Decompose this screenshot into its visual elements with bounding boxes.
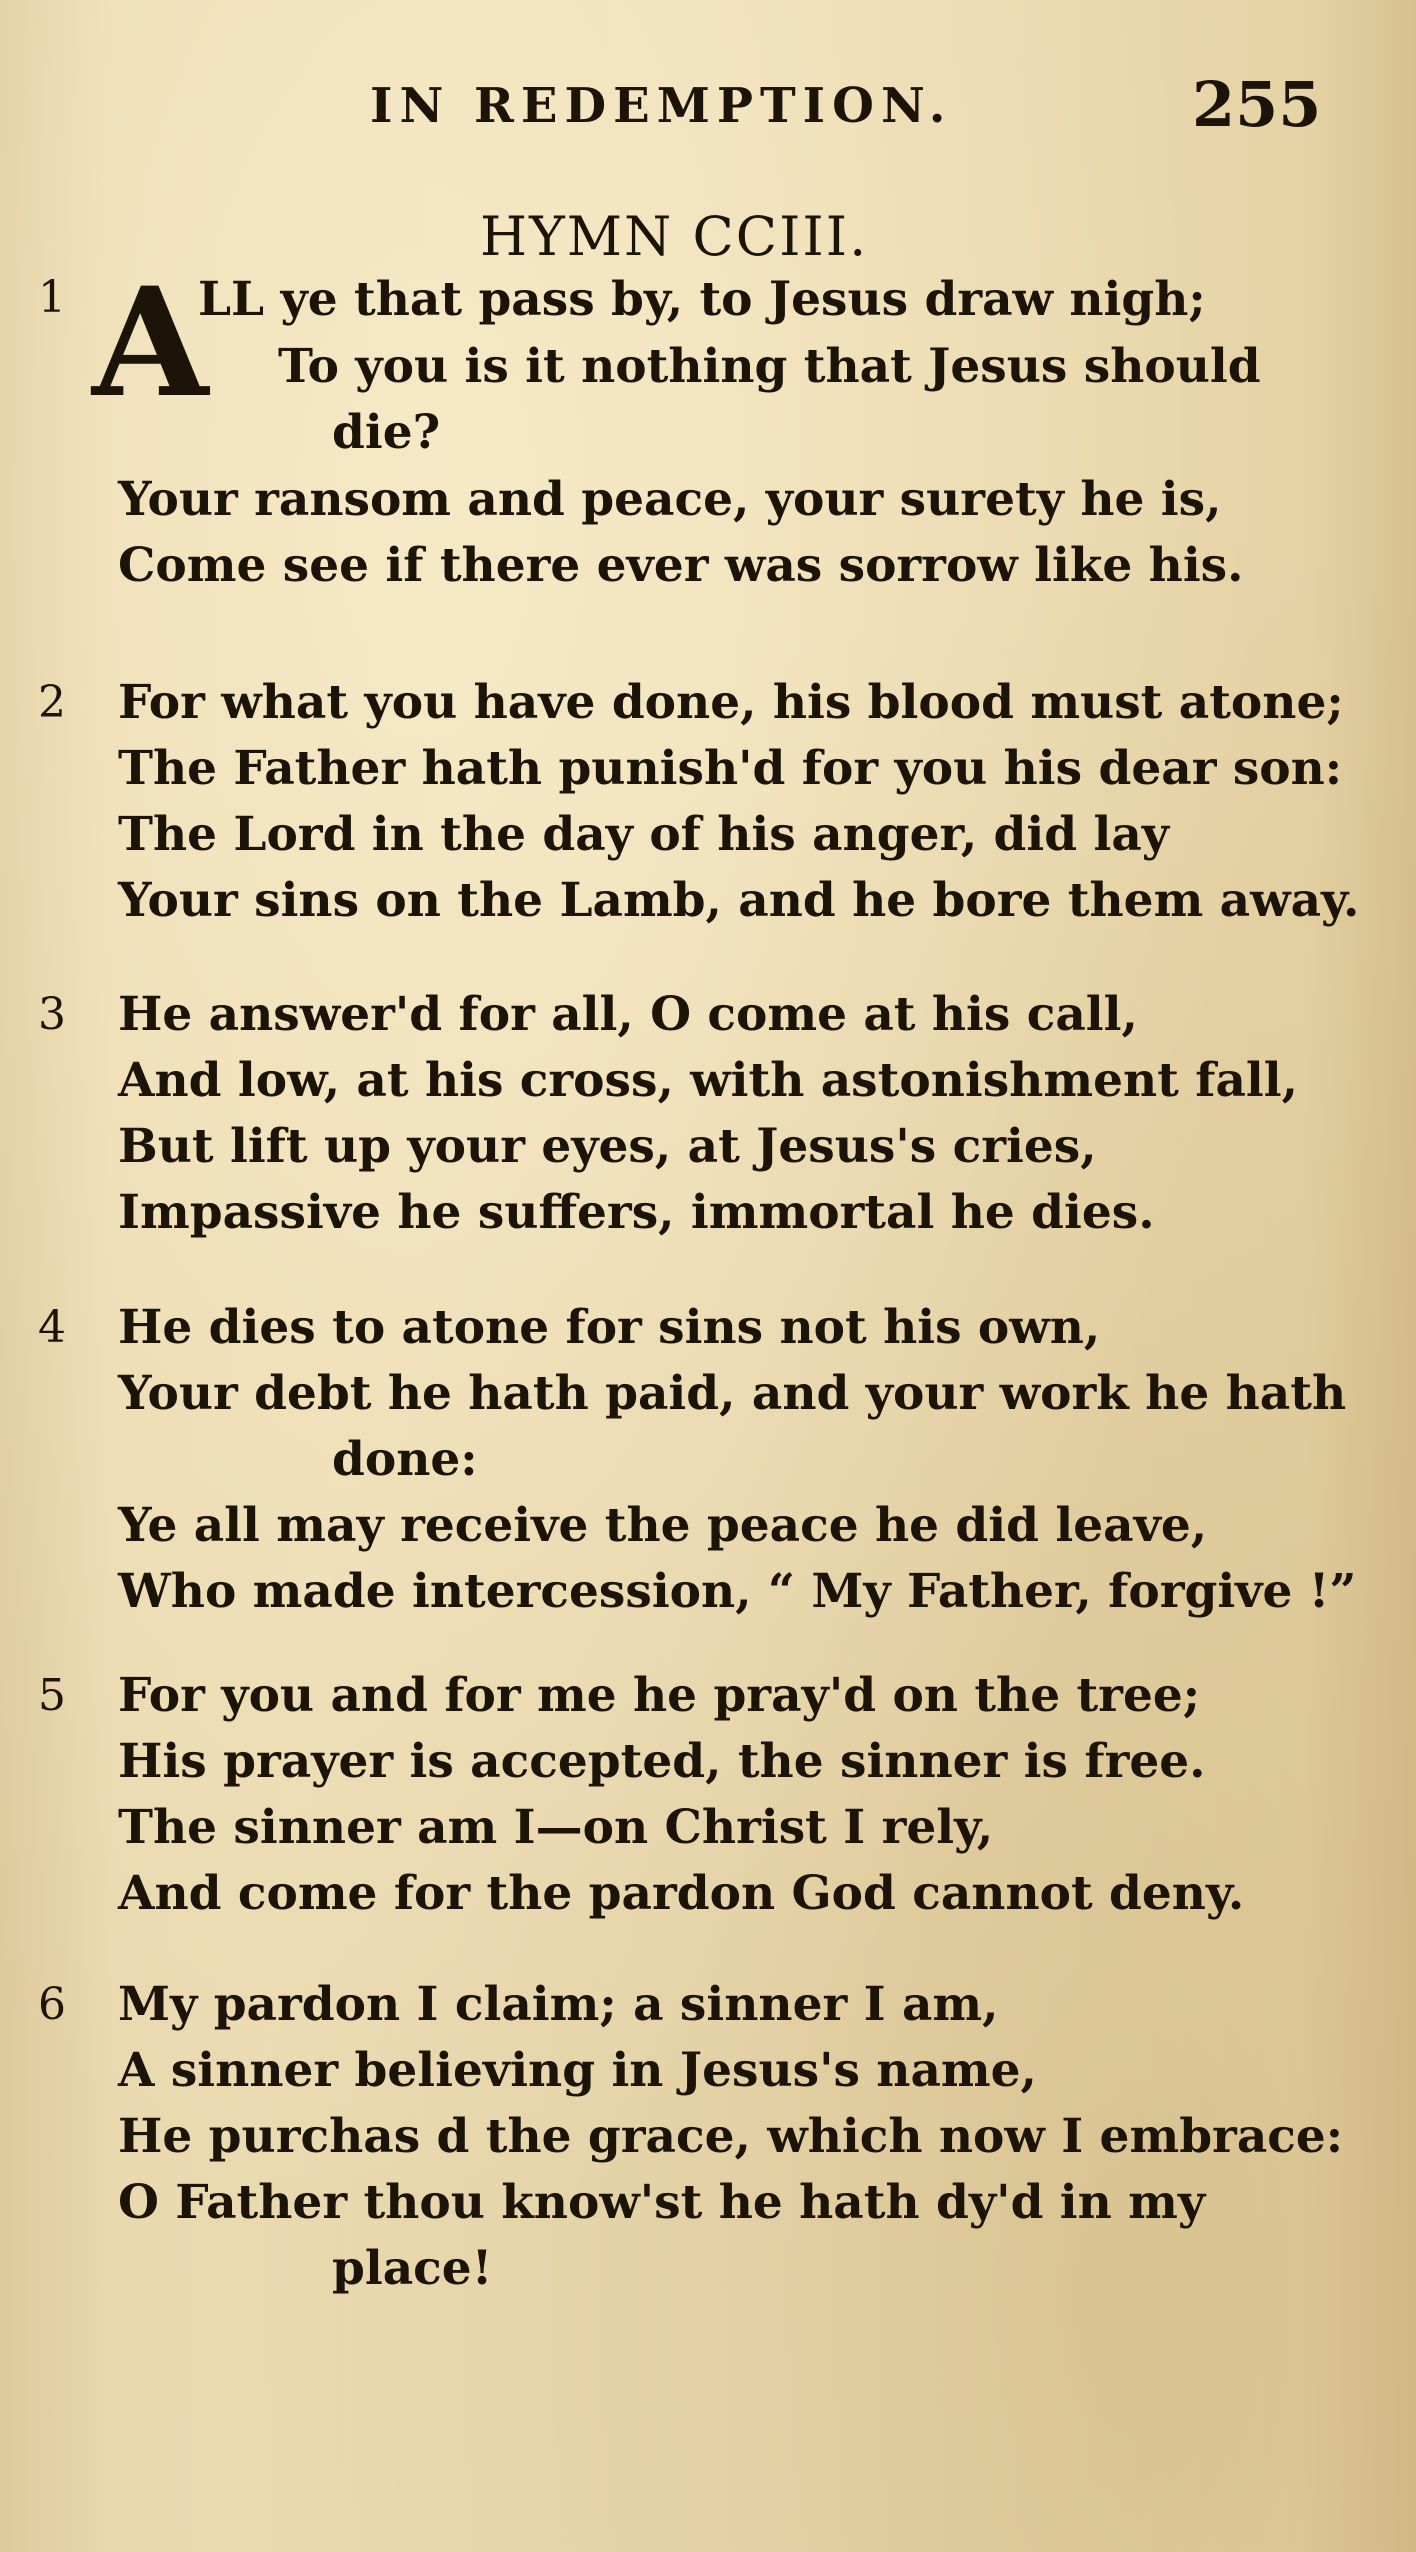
- verse-line: My pardon I claim; a sinner I am,: [118, 1977, 999, 2032]
- verse-line: Come see if there ever was sorrow like his.: [118, 538, 1244, 593]
- verse-line: And come for the pardon God cannot deny.: [118, 1866, 1245, 1921]
- stanza-number: 4: [38, 1302, 66, 1353]
- verse-line: His prayer is accepted, the sinner is free.: [118, 1734, 1206, 1789]
- verse-line: Your sins on the Lamb, and he bore them away.: [118, 873, 1360, 928]
- verse-line: The Lord in the day of his anger, did lay: [118, 807, 1170, 862]
- page-number: 255: [1192, 68, 1322, 141]
- verse-line: To you is it nothing that Jesus should: [278, 339, 1261, 394]
- verse-line: LL ye that pass by, to Jesus draw nigh;: [198, 272, 1206, 327]
- verse-line-turnover: die?: [332, 405, 441, 460]
- verse-line: Your debt he hath paid, and your work he hath: [118, 1366, 1347, 1421]
- verse-line: He purchas d the grace, which now I embrace:: [118, 2109, 1344, 2164]
- drop-cap: A: [92, 255, 209, 431]
- verse-line: For what you have done, his blood must atone;: [118, 675, 1344, 730]
- verse-line: The Father hath punish'd for you his dear son:: [118, 741, 1343, 796]
- stanza-number: 2: [38, 677, 66, 728]
- verse-line: Impassive he suffers, immortal he dies.: [118, 1185, 1155, 1240]
- verse-line: And low, at his cross, with astonishment fall,: [118, 1053, 1298, 1108]
- verse-line: Ye all may receive the peace he did leave,: [118, 1498, 1208, 1553]
- verse-line-turnover: place!: [332, 2241, 493, 2296]
- hymn-title: HYMN CCIII.: [480, 205, 869, 268]
- verse-line: A sinner believing in Jesus's name,: [118, 2043, 1037, 2098]
- verse-line: But lift up your eyes, at Jesus's cries,: [118, 1119, 1097, 1174]
- stanza-number: 1: [38, 272, 66, 323]
- stanza-number: 6: [38, 1979, 66, 2030]
- stanza-number: 3: [38, 989, 66, 1040]
- verse-line: He dies to atone for sins not his own,: [118, 1300, 1101, 1355]
- stanza-number: 5: [38, 1670, 66, 1721]
- verse-line: Your ransom and peace, your surety he is,: [118, 472, 1222, 527]
- verse-line: For you and for me he pray'd on the tree;: [118, 1668, 1201, 1723]
- verse-line: Who made intercession, “ My Father, forgive !”: [118, 1564, 1357, 1619]
- verse-line: The sinner am I—on Christ I rely,: [118, 1800, 994, 1855]
- verse-line: O Father thou know'st he hath dy'd in my: [118, 2175, 1206, 2230]
- verse-line-turnover: done:: [332, 1432, 478, 1487]
- running-head: IN REDEMPTION.: [370, 78, 953, 134]
- verse-line: He answer'd for all, O come at his call,: [118, 987, 1138, 1042]
